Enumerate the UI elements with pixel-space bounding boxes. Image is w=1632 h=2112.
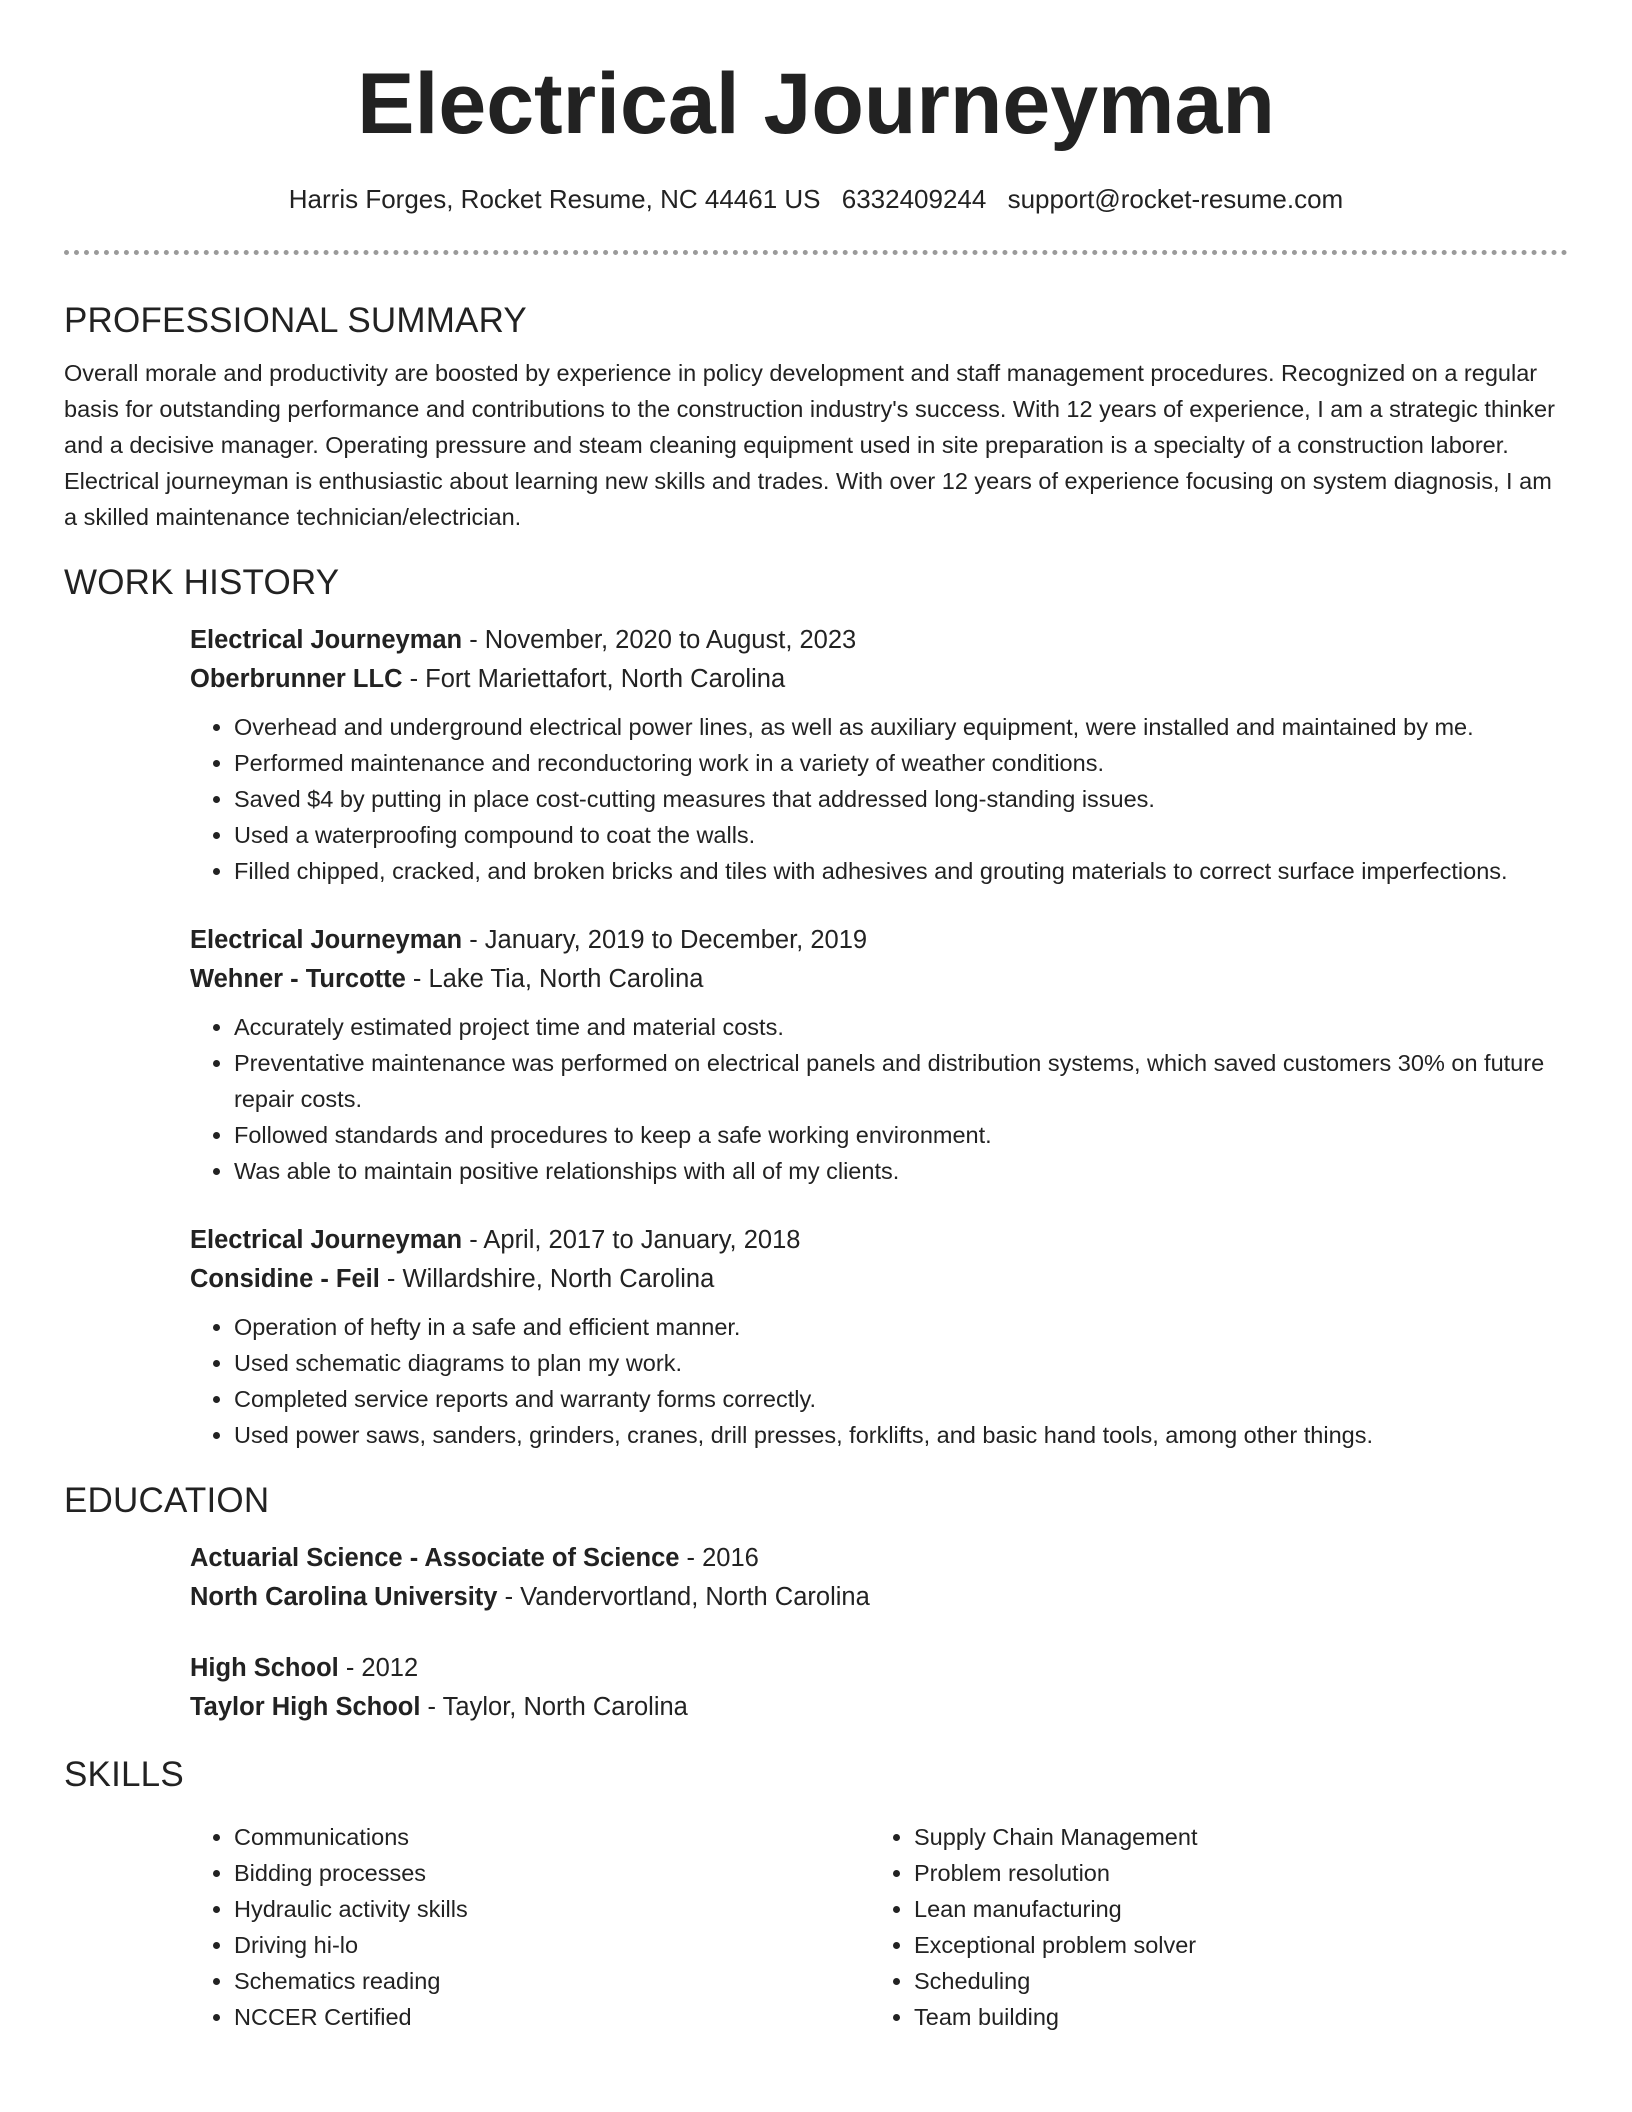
education-location: - Taylor, North Carolina bbox=[420, 1693, 688, 1721]
skill-item: • Driving hi-lo bbox=[234, 1927, 870, 1963]
education-school: Taylor High School bbox=[190, 1693, 421, 1721]
skill-item: • Schematics reading bbox=[234, 1963, 870, 1999]
job-location: - Willardshire, North Carolina bbox=[379, 1265, 715, 1293]
job-entry bbox=[190, 621, 1568, 889]
education-degree-line bbox=[190, 1649, 1568, 1688]
job-bullet: • Used a waterproofing compound to coat the walls. bbox=[234, 817, 1568, 853]
job-bullets bbox=[190, 1309, 1568, 1453]
job-company: Oberbrunner LLC bbox=[190, 665, 403, 693]
job-title-line bbox=[190, 621, 1568, 660]
summary-text: Overall morale and productivity are boosted by experience in policy development and staff management procedures. Recognized on a regular basis for outstanding performance and contributions to the construction industry's success. With 12 years of experience, I am a strategic thinker and a decisive manager. Operating pressure and steam cleaning equipment used in site preparation is a specialty of a construction laborer. Electrical journeyman is enthusiastic about learning new skills and trades. With over 12 years of experience focusing on system diagnosis, I am a skilled maintenance technician/electrician. bbox=[64, 360, 1555, 530]
job-dates: - April, 2017 to January, 2018 bbox=[462, 1226, 801, 1254]
education-location: - Vandervortland, North Carolina bbox=[497, 1583, 870, 1611]
job-company-line bbox=[190, 1260, 1568, 1299]
job-bullets bbox=[190, 1009, 1568, 1189]
job-company: Considine - Feil bbox=[190, 1265, 380, 1293]
education-entry bbox=[190, 1649, 1568, 1727]
job-dates: - November, 2020 to August, 2023 bbox=[462, 626, 857, 654]
job-company: Wehner - Turcotte bbox=[190, 965, 406, 993]
job-entry bbox=[190, 1221, 1568, 1453]
contact-address: Harris Forges, Rocket Resume, NC 44461 US bbox=[288, 184, 821, 214]
job-company-line bbox=[190, 660, 1568, 699]
header-divider bbox=[64, 250, 1568, 255]
summary-title: PROFESSIONAL SUMMARY bbox=[64, 301, 527, 340]
skill-item: • Problem resolution bbox=[914, 1855, 1550, 1891]
skill-item: • Supply Chain Management bbox=[914, 1819, 1550, 1855]
education-school-line bbox=[190, 1688, 1568, 1727]
skill-item: • NCCER Certified bbox=[234, 1999, 870, 2035]
education-school-line bbox=[190, 1578, 1568, 1617]
job-bullet: • Overhead and underground electrical power lines, as well as auxiliary equipment, were installed and maintained by me. bbox=[234, 709, 1568, 745]
skills-right-column bbox=[870, 1819, 1550, 2035]
education-year: - 2016 bbox=[679, 1544, 759, 1572]
job-entry bbox=[190, 921, 1568, 1189]
education-degree-line bbox=[190, 1539, 1568, 1578]
job-role: Electrical Journeyman bbox=[190, 1226, 463, 1254]
candidate-name: Electrical Journeyman bbox=[357, 56, 1275, 152]
education-degree: Actuarial Science - Associate of Science bbox=[190, 1544, 680, 1572]
contact-email: support@rocket-resume.com bbox=[1007, 184, 1344, 214]
contact-line bbox=[64, 182, 1568, 216]
skill-item: • Team building bbox=[914, 1999, 1550, 2035]
job-role: Electrical Journeyman bbox=[190, 926, 463, 954]
job-bullets bbox=[190, 709, 1568, 889]
skill-item: • Bidding processes bbox=[234, 1855, 870, 1891]
job-bullet: • Filled chipped, cracked, and broken bricks and tiles with adhesives and grouting materials to correct surface imperfections. bbox=[234, 853, 1568, 889]
job-company-line bbox=[190, 960, 1568, 999]
job-bullet: • Completed service reports and warranty forms correctly. bbox=[234, 1381, 1568, 1417]
job-location: - Lake Tia, North Carolina bbox=[405, 965, 704, 993]
job-bullet: • Was able to maintain positive relationships with all of my clients. bbox=[234, 1153, 1568, 1189]
skill-item: • Exceptional problem solver bbox=[914, 1927, 1550, 1963]
skill-item: • Scheduling bbox=[914, 1963, 1550, 1999]
education-school: North Carolina University bbox=[190, 1583, 498, 1611]
job-bullet: • Saved $4 by putting in place cost-cutting measures that addressed long-standing issues. bbox=[234, 781, 1568, 817]
skills-title: SKILLS bbox=[64, 1755, 184, 1794]
skill-item: • Hydraulic activity skills bbox=[234, 1891, 870, 1927]
skill-item: • Lean manufacturing bbox=[914, 1891, 1550, 1927]
job-bullet: • Performed maintenance and reconductoring work in a variety of weather conditions. bbox=[234, 745, 1568, 781]
job-dates: - January, 2019 to December, 2019 bbox=[462, 926, 868, 954]
education-degree: High School bbox=[190, 1654, 339, 1682]
job-bullet: • Used power saws, sanders, grinders, cranes, drill presses, forklifts, and basic hand tools, among other things. bbox=[234, 1417, 1568, 1453]
job-title-line bbox=[190, 921, 1568, 960]
contact-phone: 6332409244 bbox=[841, 184, 987, 214]
work-history-title: WORK HISTORY bbox=[64, 563, 340, 602]
education-entry bbox=[190, 1539, 1568, 1617]
job-bullet: • Accurately estimated project time and material costs. bbox=[234, 1009, 1568, 1045]
job-bullet: • Preventative maintenance was performed on electrical panels and distribution systems, which saved customers 30% on future repair costs. bbox=[234, 1045, 1568, 1117]
skills-left-column bbox=[190, 1819, 870, 2035]
job-bullet: • Operation of hefty in a safe and efficient manner. bbox=[234, 1309, 1568, 1345]
skill-item: • Communications bbox=[234, 1819, 870, 1855]
skills-columns bbox=[190, 1819, 1568, 2035]
job-bullet: • Used schematic diagrams to plan my work. bbox=[234, 1345, 1568, 1381]
education-year: - 2012 bbox=[338, 1654, 419, 1682]
job-title-line bbox=[190, 1221, 1568, 1260]
job-bullet: • Followed standards and procedures to keep a safe working environment. bbox=[234, 1117, 1568, 1153]
education-title: EDUCATION bbox=[64, 1481, 270, 1520]
job-location: - Fort Mariettafort, North Carolina bbox=[402, 665, 786, 693]
job-role: Electrical Journeyman bbox=[190, 626, 463, 654]
